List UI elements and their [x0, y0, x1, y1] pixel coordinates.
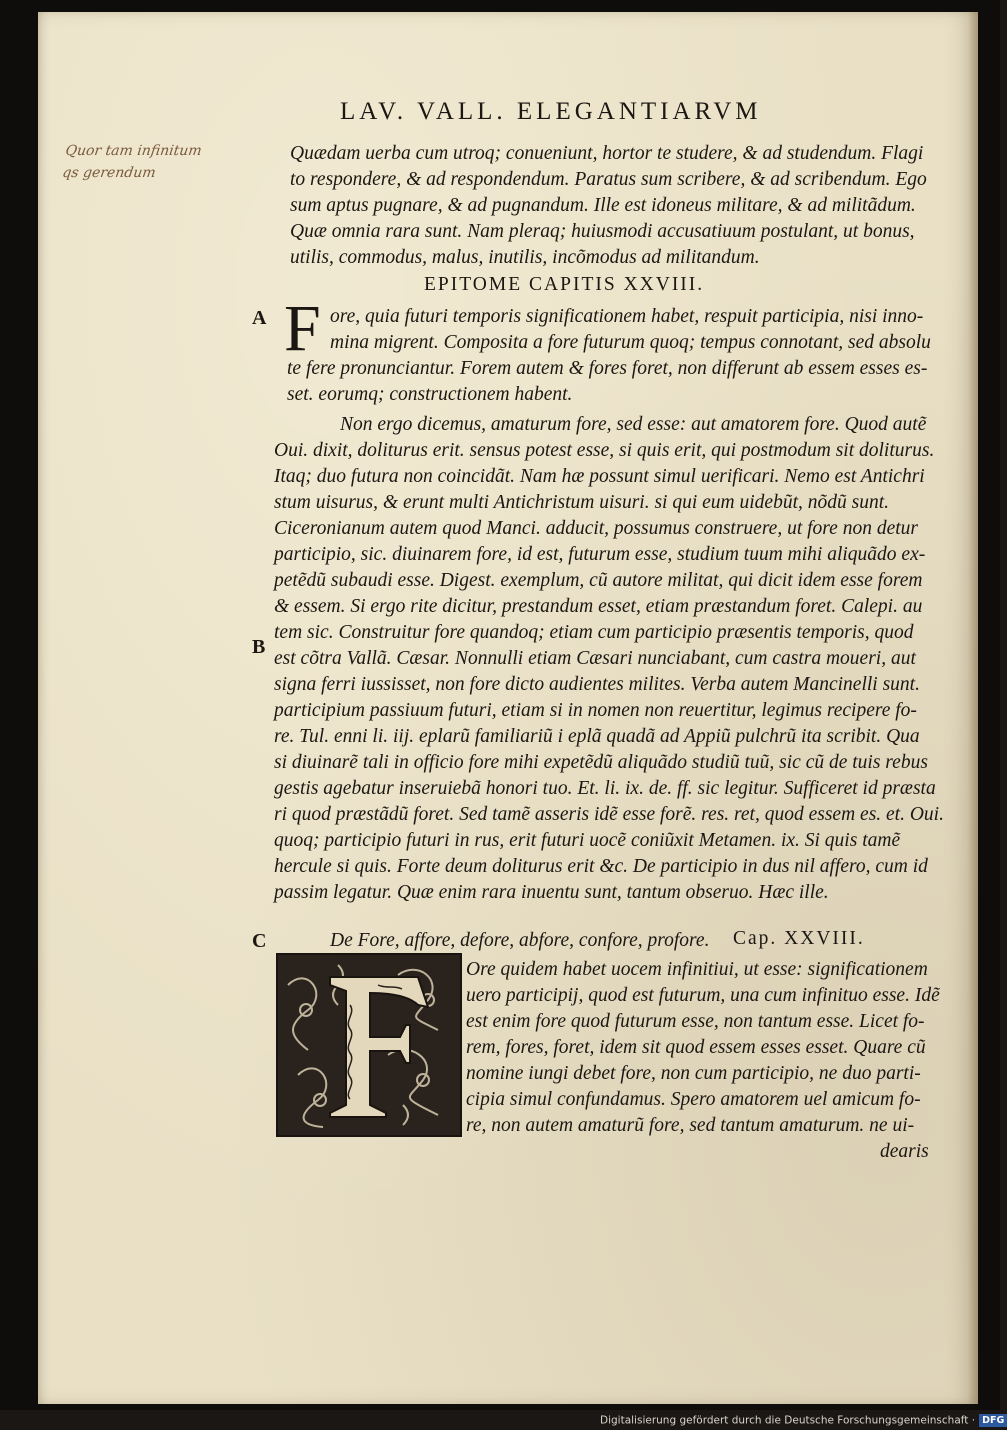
running-head: LAV. VALL. ELEGANTIARVM [340, 98, 762, 125]
text-line: Quædam uerba cum utroq; conueniunt, hortor te studere, & ad studendum. Flagi [290, 143, 924, 164]
text-line: nomine iungi debet fore, non cum participio, ne duo parti- [466, 1063, 921, 1084]
text-line: utilis, commodus, malus, inutilis, incõmodus ad militandum. [290, 247, 760, 268]
text-line: passim legatur. Quæ enim rara inuentu sunt, tantum obseruo. Hæc ille. [274, 882, 829, 903]
marginal-note-line: qs gerendum [61, 165, 157, 181]
section-letter-c: C [252, 930, 267, 952]
text-line: uero participij, quod est futurum, una cum infinituo esse. Idẽ [466, 985, 940, 1006]
text-line: & essem. Si ergo rite dicitur, prestandum esset, etiam præstandum foret. Calepi. au [274, 596, 923, 617]
chapter-title-text: De Fore, affore, defore, abfore, confore, profore. [330, 930, 710, 951]
text-line: ri quod præstãdũ foret. Sed tamẽ asseris idẽ esse forẽ. res. ret, quod essem es. et. Oui. [274, 804, 944, 825]
section-a-paragraph-cont [287, 356, 937, 408]
text-line: tem sic. Construitur fore quandoq; etiam cum participio præsentis temporis, quod [274, 622, 914, 643]
catchword: dearis [880, 1141, 929, 1162]
text-line: rem, fores, foret, idem sit quod essem esses esset. Quare cũ [466, 1037, 926, 1058]
drop-cap-a: F [284, 292, 321, 365]
epitome-heading: EPITOME CAPITIS XXVIII. [424, 274, 705, 295]
text-line: Oui. dixit, doliturus erit. sensus potest esse, si quis erit, qui postmodum sit doliturus. [274, 440, 935, 461]
text-line: ore, quia futuri temporis significationem habet, respuit participia, nisi inno- [330, 306, 924, 327]
text-line: quoq; participio futuri in rus, erit futuri uocẽ coniũxit Metamen. ix. Si quis tamẽ [274, 830, 901, 851]
text-line: petẽdũ subaudi esse. Digest. exemplum, cũ autore militat, qui dicit idem esse forem [274, 570, 923, 591]
section-a-paragraph [330, 304, 930, 356]
text-line: mina migrent. Composita a fore futurum quoq; tempus connotant, sed absolu [330, 332, 931, 353]
chapter-title [330, 928, 710, 954]
text-line: Quæ omnia rara sunt. Nam pleraq; huiusmodi accusatiuum postulant, ut bonus, [290, 221, 915, 242]
text-line: signa ferri iussisset, non fore dicto audientes milites. Verba autem Mancinelli sunt. [274, 674, 920, 695]
text-line: Ore quidem habet uocem infinitiui, ut esse: significationem [466, 959, 928, 980]
text-line: hercule si quis. Forte deum doliturus erit &c. De participio in dus nil affero, cum id [274, 856, 928, 877]
text-line: stum uisurus, & erunt multi Antichristum uisuri. si qui eum uidebũt, nõdũ sunt. [274, 492, 890, 513]
handwritten-marginal-note [61, 140, 277, 184]
text-line: est enim fore quod futurum esse, non tantum esse. Licet fo- [466, 1011, 925, 1032]
text-line: Itaq; duo futura non coincidãt. Nam hæ possunt simul uerificari. Nemo est Antichri [274, 466, 925, 487]
text-line: est cõtra Vallã. Cæsar. Nonnulli etiam Cæsari nunciabant, cum castra moueri, aut [274, 648, 916, 669]
text-line: set. eorumq; constructionem habent. [287, 384, 573, 405]
dfg-logo[interactable]: DFG [979, 1414, 1007, 1427]
chapter-number: Cap. XXVIII. [733, 928, 865, 949]
text-line: Ciceronianum autem quod Manci. adducit, possumus construere, ut fore non detur [274, 518, 918, 539]
text-line: participium passiuum futuri, etiam si in nomen non reuertitur, legimus recipere fo- [274, 700, 917, 721]
section-letter-a: A [252, 307, 267, 329]
page-edge-shadow [968, 12, 978, 1404]
section-letter-b: B [252, 636, 266, 658]
text-line: participio, sic. diuinarem fore, id est, futurum esse, studium tuum mihi aliquãdo ex- [274, 544, 926, 565]
credit-text: Digitalisierung gefördert durch die Deutsche Forschungsgemeinschaft · [600, 1414, 976, 1427]
text-line: sum aptus pugnare, & ad pugnandum. Ille est idoneus militare, & ad militãdum. [290, 195, 916, 216]
digitization-credit [600, 1414, 1005, 1430]
text-line: cipia simul confundamus. Spero amatorem uel amicum fo- [466, 1089, 921, 1110]
text-line: to respondere, & ad respondendum. Paratus sum scribere, & ad scribendum. Ego [290, 169, 927, 190]
text-line: Non ergo dicemus, amaturum fore, sed esse: aut amatorem fore. Quod autẽ [340, 414, 927, 435]
text-line: si diuinarẽ tali in officio fore mihi expetẽdũ aliquãdo studiũ tuũ, sic cũ de tuis rebus [274, 752, 928, 773]
ornamental-drop-cap-c [276, 953, 462, 1137]
ornament-vine-icon [278, 955, 460, 1135]
text-line: te fere pronunciantur. Forem autem & fores foret, non differunt ab essem esses es- [287, 358, 928, 379]
body-paragraph [274, 412, 944, 906]
marginal-note-line: Quor tam infinitum [64, 143, 203, 159]
text-line: gestis agebatur inseruiebã honori tuo. Et. li. ix. de. ff. sic legitur. Sufficeret id præsta [274, 778, 936, 799]
section-c-paragraph [466, 957, 940, 1165]
intro-paragraph [290, 141, 940, 271]
text-line: re. Tul. enni li. iij. eplarũ familiariũ i eplã quadã ad Appiũ pulchrũ ita scribit. Qua [274, 726, 920, 747]
text-line: re, non autem amaturũ fore, sed tantum amaturum. ne ui- [466, 1115, 915, 1136]
